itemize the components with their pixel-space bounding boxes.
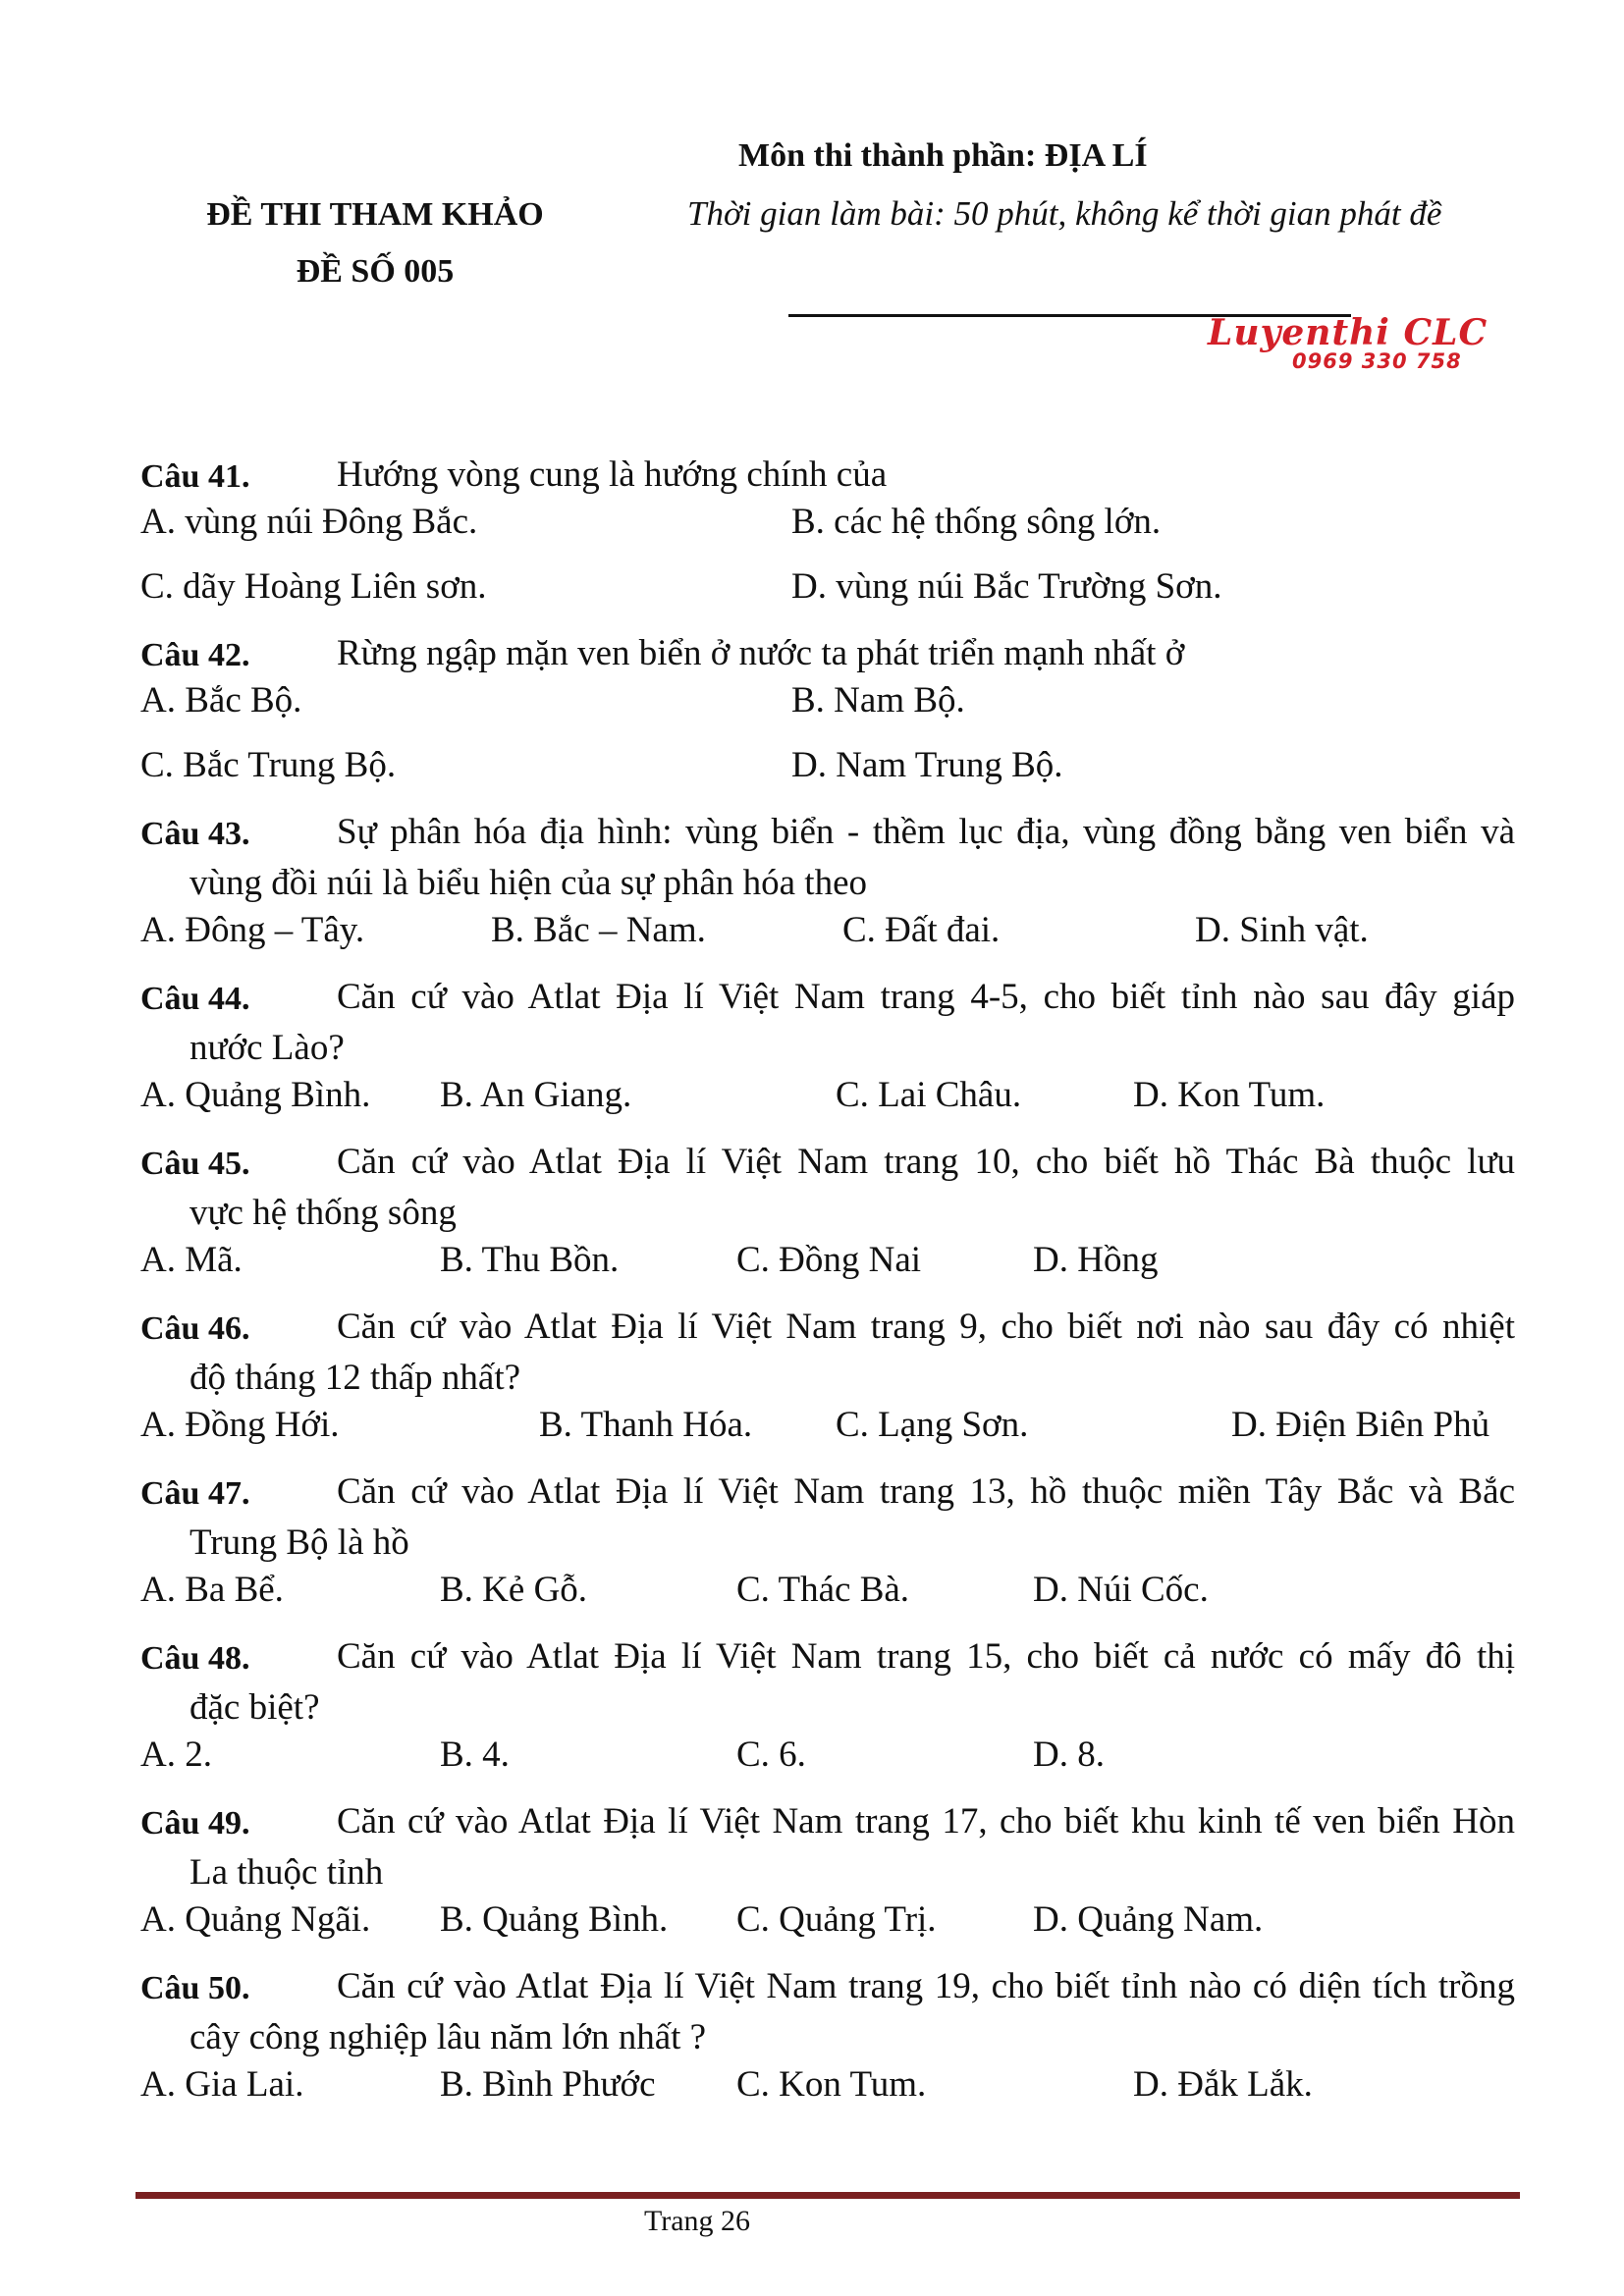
option-a: A. vùng núi Đông Bắc. [140,502,478,542]
option-c: C. 6. [736,1735,806,1775]
option-b: B. Bình Phước [440,2064,656,2105]
question-label: Câu 46. [140,1310,250,1347]
question-label: Câu 43. [140,816,250,852]
option-a: A. Đồng Hới. [140,1405,340,1445]
option-a: A. Quảng Bình. [140,1075,371,1115]
option-c: C. dãy Hoàng Liên sơn. [140,566,487,607]
option-c: C. Quảng Trị. [736,1899,937,1940]
question-label: Câu 42. [140,637,250,673]
option-d: D. Nam Trung Bộ. [791,745,1063,785]
question-text-continued: cây công nghiệp lâu năm lớn nhất ? [189,2017,707,2057]
exam-title: ĐỀ THI THAM KHẢO [206,196,544,233]
option-a: A. Đông – Tây. [140,910,365,950]
question-text: Căn cứ vào Atlat Địa lí Việt Nam trang 4-5, cho biết tỉnh nào sau đây giáp [337,977,1515,1017]
option-b: B. An Giang. [440,1075,632,1115]
question-label: Câu 44. [140,981,250,1017]
option-a: A. Mã. [140,1240,243,1280]
exam-time-note: Thời gian làm bài: 50 phút, không kể thời gian phát đề [687,194,1442,233]
option-c: C. Đất đai. [842,910,1001,950]
question-text: Hướng vòng cung là hướng chính của [337,454,888,495]
question-label: Câu 50. [140,1970,250,2006]
option-c: C. Bắc Trung Bộ. [140,745,397,785]
option-c: C. Kon Tum. [736,2064,927,2105]
option-c: C. Đồng Nai [736,1240,922,1280]
option-a: A. Ba Bể. [140,1570,284,1610]
question-text: Căn cứ vào Atlat Địa lí Việt Nam trang 17, cho biết khu kinh tế ven biển Hòn [337,1801,1515,1842]
option-d: D. Điện Biên Phủ [1231,1405,1490,1445]
question-text: Căn cứ vào Atlat Địa lí Việt Nam trang 13, hồ thuộc miền Tây Bắc và Bắc [337,1471,1515,1512]
question-text-continued: độ tháng 12 thấp nhất? [189,1358,521,1398]
question-text-continued: vùng đồi núi là biểu hiện của sự phân hóa theo [189,863,868,903]
question-label: Câu 47. [140,1475,250,1512]
question-text: Rừng ngập mặn ven biển ở nước ta phát triển mạnh nhất ở [337,633,1185,673]
option-a: A. Gia Lai. [140,2064,304,2105]
question-label: Câu 45. [140,1146,250,1182]
question-label: Câu 49. [140,1805,250,1842]
question-text-continued: đặc biệt? [189,1687,320,1728]
logo-phone: 0969 330 758 [1292,349,1462,373]
logo-text: Luyenthi CLC [1208,312,1489,353]
option-d: D. Hồng [1033,1240,1159,1280]
question-text: Sự phân hóa địa hình: vùng biển - thềm lục địa, vùng đồng bằng ven biển và [337,812,1515,852]
question-text: Căn cứ vào Atlat Địa lí Việt Nam trang 19, cho biết tỉnh nào có diện tích trồng [337,1966,1515,2006]
question-label: Câu 48. [140,1640,250,1677]
option-d: D. Kon Tum. [1133,1075,1326,1115]
option-b: B. Bắc – Nam. [491,910,706,950]
footer-divider [135,2192,1520,2199]
option-d: D. 8. [1033,1735,1105,1775]
question-text-continued: Trung Bộ là hồ [189,1522,409,1563]
option-b: B. Quảng Bình. [440,1899,669,1940]
option-a: A. Quảng Ngãi. [140,1899,371,1940]
option-d: D. Sinh vật. [1195,910,1369,950]
option-d: D. Quảng Nam. [1033,1899,1264,1940]
option-d: D. Núi Cốc. [1033,1570,1209,1610]
question-text: Căn cứ vào Atlat Địa lí Việt Nam trang 10, cho biết hồ Thác Bà thuộc lưu [337,1142,1515,1182]
option-c: C. Thác Bà. [736,1570,910,1610]
option-c: C. Lạng Sơn. [836,1405,1029,1445]
exam-subject: Môn thi thành phần: ĐỊA LÍ [738,137,1148,174]
option-b: B. Kẻ Gỗ. [440,1570,588,1610]
option-d: D. vùng núi Bắc Trường Sơn. [791,566,1222,607]
option-c: C. Lai Châu. [836,1075,1022,1115]
question-text: Căn cứ vào Atlat Địa lí Việt Nam trang 9, cho biết nơi nào sau đây có nhiệt [337,1307,1515,1347]
question-text-continued: La thuộc tỉnh [189,1852,384,1893]
option-b: B. Nam Bộ. [791,680,965,721]
option-b: B. 4. [440,1735,510,1775]
option-a: A. Bắc Bộ. [140,680,302,721]
question-text-continued: vực hệ thống sông [189,1193,457,1233]
question-label: Câu 41. [140,458,250,495]
option-b: B. Thu Bồn. [440,1240,620,1280]
question-text-continued: nước Lào? [189,1028,345,1068]
option-b: B. các hệ thống sông lớn. [791,502,1162,542]
brand-logo [1208,312,1522,377]
option-d: D. Đắk Lắk. [1133,2064,1313,2105]
question-text: Căn cứ vào Atlat Địa lí Việt Nam trang 15, cho biết cả nước có mấy đô thị [337,1636,1515,1677]
option-b: B. Thanh Hóa. [539,1405,753,1445]
option-a: A. 2. [140,1735,212,1775]
exam-number: ĐỀ SỐ 005 [296,253,455,290]
page-number: Trang 26 [643,2205,751,2237]
